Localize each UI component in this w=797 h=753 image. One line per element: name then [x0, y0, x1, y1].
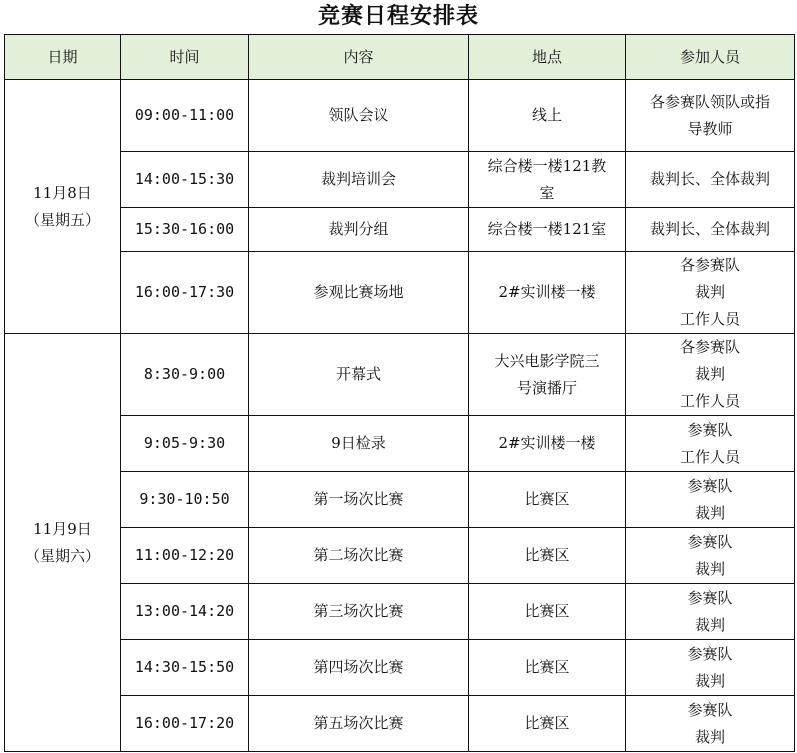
people-line: 裁判	[694, 615, 725, 634]
time-cell: 13:00-14:20	[121, 584, 249, 640]
time-cell: 15:30-16:00	[121, 208, 249, 252]
table-row	[5, 416, 795, 472]
table-row	[5, 696, 795, 752]
people-cell	[626, 80, 795, 152]
time-cell: 9:05-9:30	[121, 416, 249, 472]
content-cell: 开幕式	[249, 334, 469, 416]
people-line: 各参赛队领队或指	[649, 92, 770, 111]
table-row	[5, 584, 795, 640]
place-line: 2#实训楼一楼	[498, 283, 596, 301]
content-cell: 参观比赛场地	[249, 252, 469, 334]
people-line: 参赛队	[687, 588, 733, 607]
content-cell: 裁判分组	[249, 208, 469, 252]
table-row	[5, 528, 795, 584]
table-row	[5, 334, 795, 416]
place-cell	[469, 252, 626, 334]
table-row	[5, 472, 795, 528]
people-cell	[626, 152, 795, 208]
weekday-label: （星期五）	[24, 210, 100, 229]
people-cell	[626, 584, 795, 640]
date-cell	[5, 80, 121, 334]
people-line: 各参赛队	[679, 338, 740, 356]
place-cell	[469, 640, 626, 696]
place-line: 综合楼一楼121室	[487, 220, 607, 238]
table-row	[5, 208, 795, 252]
schedule-table	[4, 34, 795, 752]
people-cell	[626, 472, 795, 528]
place-cell	[469, 416, 626, 472]
place-line: 比赛区	[524, 490, 570, 508]
content-cell: 第五场次比赛	[249, 696, 469, 752]
table-row	[5, 80, 795, 152]
time-cell: 09:00-11:00	[121, 80, 249, 152]
header-people: 参加人员	[626, 35, 795, 80]
content-cell: 第三场次比赛	[249, 584, 469, 640]
people-cell	[626, 416, 795, 472]
content-cell: 领队会议	[249, 80, 469, 152]
time-cell: 14:30-15:50	[121, 640, 249, 696]
content-cell: 裁判培训会	[249, 152, 469, 208]
page-title: 竞赛日程安排表	[317, 4, 479, 29]
people-line: 裁判	[694, 727, 725, 746]
header-content: 内容	[249, 35, 469, 80]
header-place: 地点	[469, 35, 626, 80]
people-cell	[626, 696, 795, 752]
people-cell	[626, 208, 795, 252]
people-line: 导教师	[687, 119, 733, 138]
header-time: 时间	[121, 35, 249, 80]
table-row	[5, 252, 795, 334]
schedule-body	[5, 80, 795, 752]
place-line: 比赛区	[524, 714, 570, 732]
place-cell	[469, 334, 626, 416]
people-line: 裁判	[694, 671, 725, 690]
place-line: 比赛区	[524, 546, 570, 564]
place-line: 2#实训楼一楼	[498, 434, 596, 452]
people-line: 参赛队	[687, 420, 733, 439]
place-line: 线上	[531, 106, 562, 124]
date-cell	[5, 334, 121, 752]
date-label: 11月8日	[33, 183, 92, 202]
people-line: 参赛队	[687, 644, 733, 663]
place-cell	[469, 584, 626, 640]
place-cell	[469, 152, 626, 208]
time-cell: 16:00-17:20	[121, 696, 249, 752]
people-line: 工作人员	[679, 310, 740, 328]
weekday-label: （星期六）	[24, 546, 100, 565]
header-row	[5, 35, 795, 80]
time-cell: 16:00-17:30	[121, 252, 249, 334]
people-line: 裁判长、全体裁判	[649, 170, 770, 188]
place-cell	[469, 528, 626, 584]
people-line: 工作人员	[679, 447, 740, 466]
people-line: 各参赛队	[679, 256, 740, 274]
content-cell: 第一场次比赛	[249, 472, 469, 528]
place-cell	[469, 208, 626, 252]
table-row	[5, 640, 795, 696]
place-cell	[469, 472, 626, 528]
people-line: 裁判	[694, 559, 725, 578]
people-cell	[626, 334, 795, 416]
place-cell	[469, 696, 626, 752]
people-line: 裁判长、全体裁判	[649, 220, 770, 238]
table-row	[5, 152, 795, 208]
content-cell: 第二场次比赛	[249, 528, 469, 584]
people-line: 参赛队	[687, 532, 733, 551]
time-cell: 11:00-12:20	[121, 528, 249, 584]
content-cell: 第四场次比赛	[249, 640, 469, 696]
place-cell	[469, 80, 626, 152]
header-date: 日期	[5, 35, 121, 80]
people-line: 裁判	[694, 503, 725, 522]
date-label: 11月9日	[33, 519, 92, 538]
place-line: 室	[539, 183, 555, 202]
time-cell: 9:30-10:50	[121, 472, 249, 528]
people-cell	[626, 640, 795, 696]
people-line: 裁判	[694, 283, 725, 301]
people-line: 参赛队	[687, 476, 733, 495]
place-line: 号演播厅	[516, 378, 577, 397]
time-cell: 8:30-9:00	[121, 334, 249, 416]
time-cell: 14:00-15:30	[121, 152, 249, 208]
place-line: 比赛区	[524, 658, 570, 676]
people-line: 工作人员	[679, 392, 740, 410]
content-cell: 9日检录	[249, 416, 469, 472]
people-line: 裁判	[694, 365, 725, 383]
place-line: 大兴电影学院三	[494, 351, 600, 370]
people-cell	[626, 252, 795, 334]
people-line: 参赛队	[687, 700, 733, 719]
place-line: 比赛区	[524, 602, 570, 620]
people-cell	[626, 528, 795, 584]
place-line: 综合楼一楼121教	[487, 156, 607, 175]
